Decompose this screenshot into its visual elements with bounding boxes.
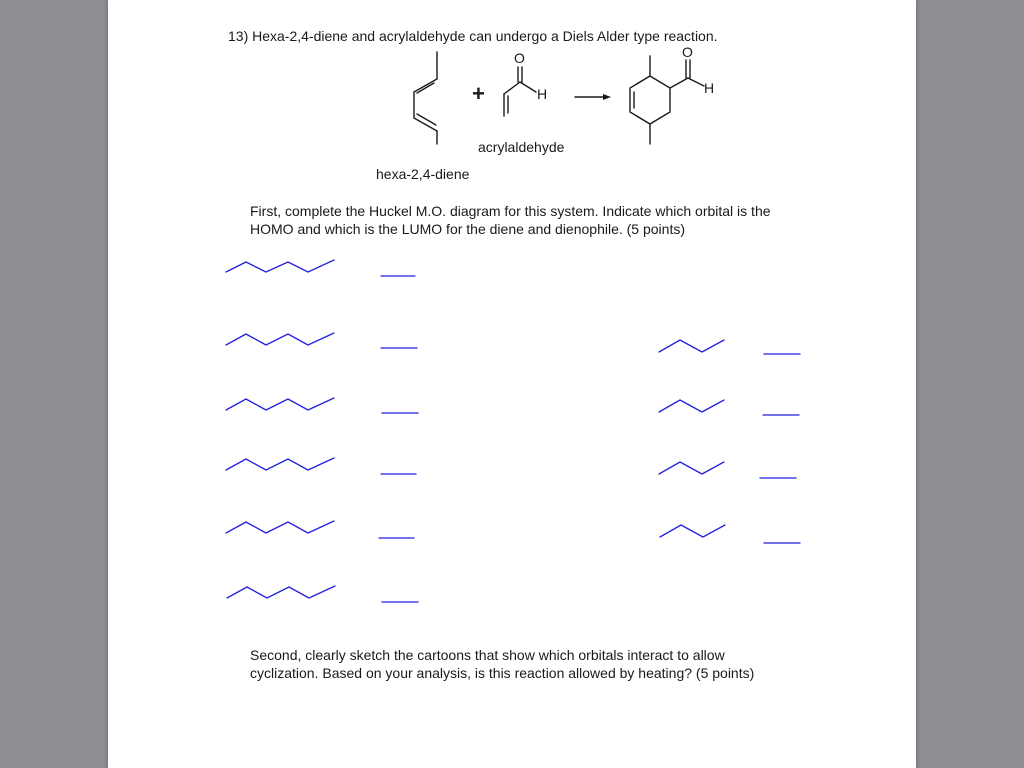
part2-line1: Second, clearly sketch the cartoons that show which orbitals interact to allow: [250, 647, 725, 663]
diene-orbital-sketch: [226, 333, 334, 345]
plus-sign: +: [472, 81, 485, 106]
part2-line2: cyclization. Based on your analysis, is this reaction allowed by heating? (5 points): [250, 665, 755, 681]
product-oxygen: O: [682, 44, 693, 60]
hexadiene-label: hexa-2,4-diene: [376, 166, 470, 182]
question-heading: 13) Hexa-2,4-diene and acrylaldehyde can undergo a Diels Alder type reaction.: [228, 28, 718, 44]
dienophile-orbital-sketch: [659, 400, 724, 412]
diene-orbital-sketch: [226, 458, 334, 470]
dienophile-orbital-sketch: [660, 525, 725, 537]
product-hydrogen: H: [704, 80, 715, 96]
part1-line1: First, complete the Huckel M.O. diagram for this system. Indicate which orbital is the: [250, 203, 771, 219]
diene-orbital-sketch: [226, 521, 334, 533]
diene-orbital-sketch: [227, 586, 335, 598]
dienophile-orbital-sketch: [659, 462, 724, 474]
part1-line2: HOMO and which is the LUMO for the diene and dienophile. (5 points): [250, 221, 686, 237]
diene-orbital-sketch: [226, 398, 334, 410]
acrylaldehyde-oxygen: O: [514, 50, 525, 66]
document-page: [108, 0, 916, 768]
diene-orbital-sketch: [226, 260, 334, 272]
acrylaldehyde-hydrogen: H: [537, 86, 548, 102]
dienophile-orbital-sketch: [659, 340, 724, 352]
acrylaldehyde-label: acrylaldehyde: [478, 139, 565, 155]
